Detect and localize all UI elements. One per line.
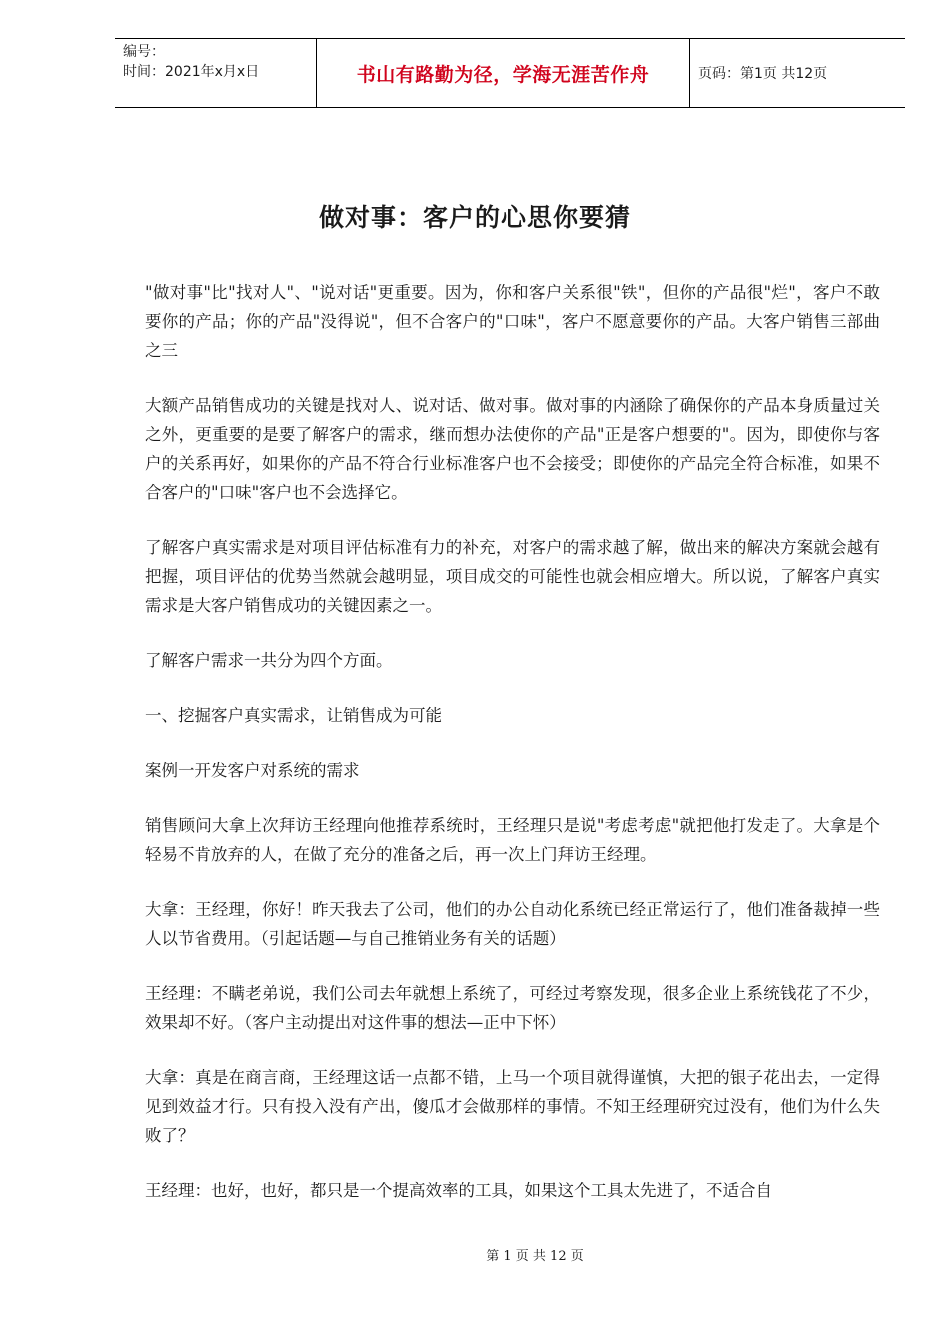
- dialogue-paragraph: 王经理：也好，也好，都只是一个提高效率的工具，如果这个工具太先进了，不适合自: [145, 1181, 772, 1200]
- case-heading: 案例一开发客户对系统的需求: [145, 761, 360, 780]
- document-title: 做对事：客户的心思你要猜: [318, 203, 631, 232]
- page-footer: [0, 1245, 950, 1264]
- serial-number-label: 编号：: [123, 44, 165, 60]
- motto-text: 书山有路勤为径，学海无涯苦作舟: [356, 63, 650, 86]
- section-heading: 一、挖掘客户真实需求，让销售成为可能: [145, 706, 442, 725]
- paragraph: 大额产品销售成功的关键是找对人、说对话、做对事。做对事的内涵除了确保你的产品本身质量过关之外，更重要的是要了解客户的需求，继而想办法使你的产品"正是客户想要的"。因为，即使你与客户的关系再好，如果你的产品不符合行业标准客户也不会接受；即使你的产品完全符合标准，如果不合客户的"口味"客户也不会选择它。: [145, 396, 880, 502]
- footer-page-number: 第 1 页 共 12 页: [486, 1249, 584, 1264]
- motto-cell: [316, 39, 690, 107]
- paragraph: "做对事"比"找对人"、"说对话"更重要。因为，你和客户关系很"铁"，但你的产品很"烂"，客户不敢要你的产品；你的产品"没得说"，但不合客户的"口味"，客户不愿意要你的产品。大客户销售三部曲之三: [145, 283, 880, 360]
- paragraph: 了解客户需求一共分为四个方面。: [145, 651, 393, 670]
- date-label: 时间：2021年x月x日: [123, 64, 260, 80]
- header-meta-cell: [115, 39, 316, 107]
- paragraph: 了解客户真实需求是对项目评估标准有力的补充，对客户的需求越了解，做出来的解决方案就会越有把握，项目评估的优势当然就会越明显，项目成交的可能性也就会相应增大。所以说，了解客户真实需求是大客户销售成功的关键因素之一。: [145, 538, 880, 615]
- paragraph: 销售顾问大拿上次拜访王经理向他推荐系统时，王经理只是说"考虑考虑"就把他打发走了。大拿是个轻易不肯放弃的人，在做了充分的准备之后，再一次上门拜访王经理。: [145, 816, 880, 864]
- dialogue-paragraph: 王经理：不瞒老弟说，我们公司去年就想上系统了，可经过考察发现，很多企业上系统钱花了不少，效果却不好。（客户主动提出对这件事的想法—正中下怀）: [145, 984, 880, 1032]
- document-body: [145, 278, 880, 1231]
- page-info-cell: [690, 39, 905, 107]
- page-info-text: 页码：第1页 共12页: [698, 66, 828, 82]
- header-table: [115, 38, 905, 108]
- dialogue-paragraph: 大拿：王经理，你好！昨天我去了公司，他们的办公自动化系统已经正常运行了，他们准备裁掉一些人以节省费用。（引起话题—与自己推销业务有关的话题）: [145, 900, 880, 948]
- dialogue-paragraph: 大拿：真是在商言商，王经理这话一点都不错，上马一个项目就得谨慎，大把的银子花出去，一定得见到效益才行。只有投入没有产出，傻瓜才会做那样的事情。不知王经理研究过没有，他们为什么失败了？: [145, 1068, 880, 1145]
